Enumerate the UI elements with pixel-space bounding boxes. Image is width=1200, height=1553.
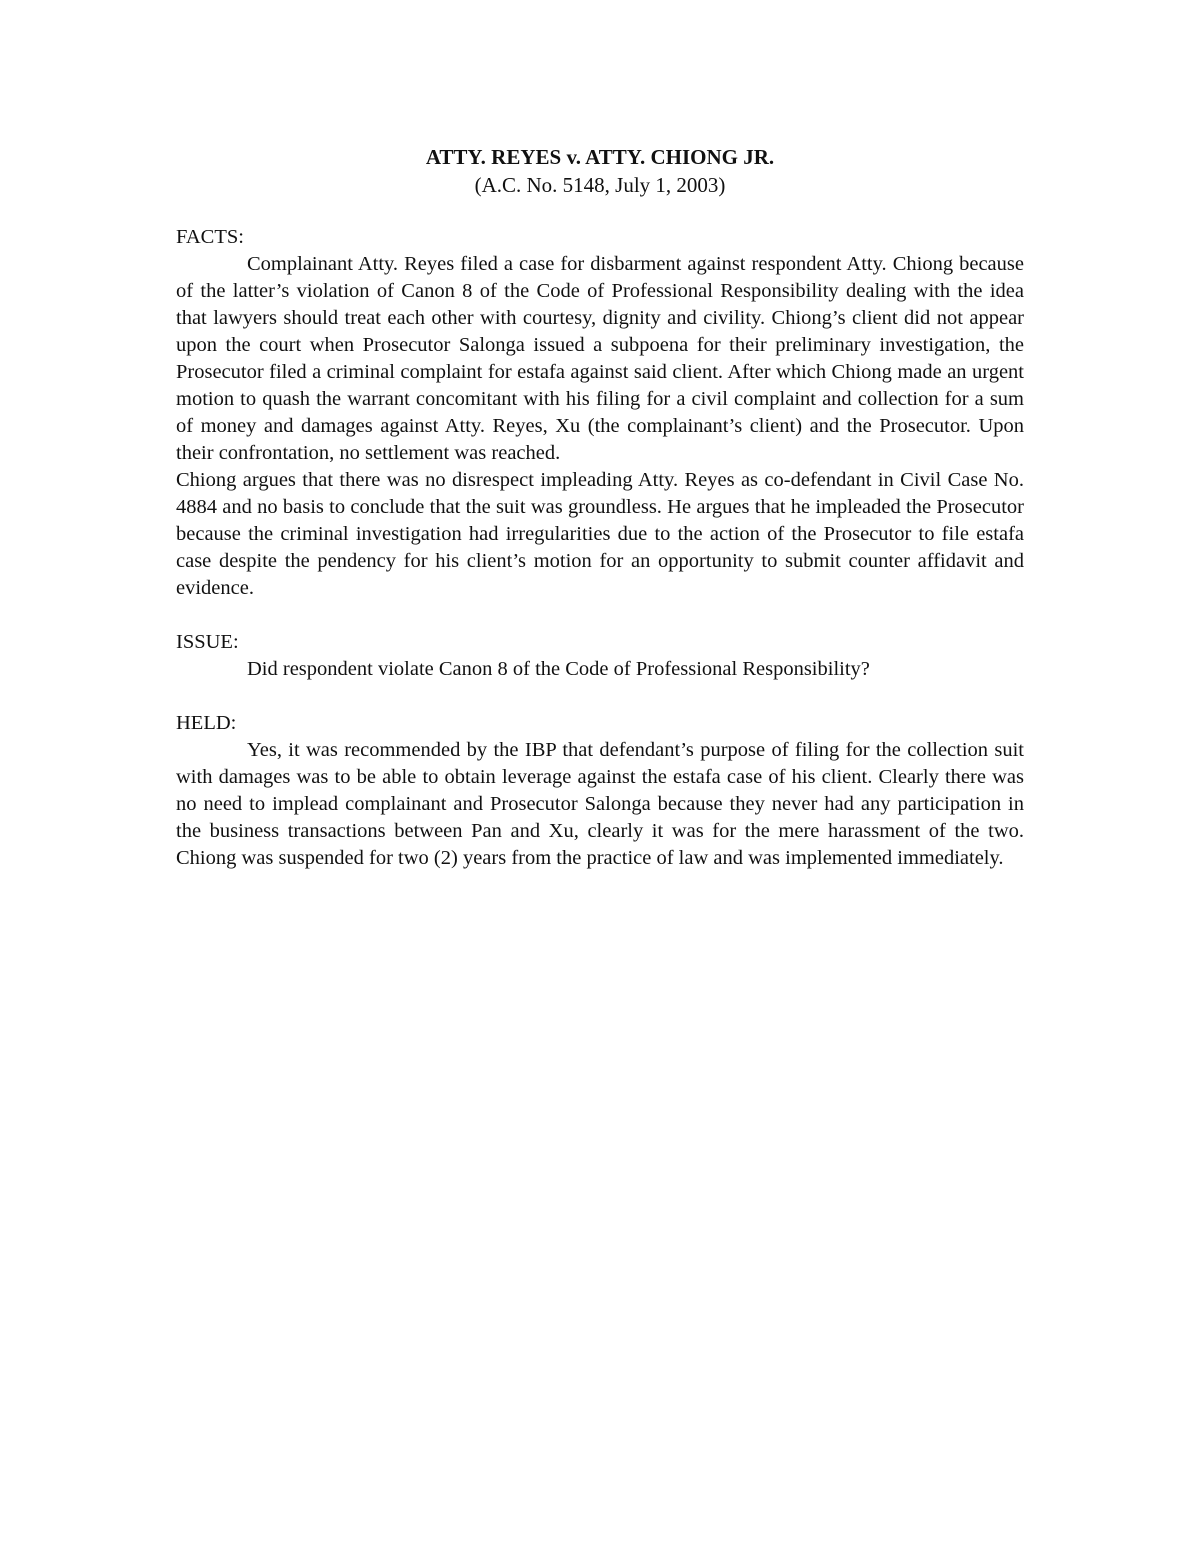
spacer <box>176 602 1024 629</box>
spacer <box>176 683 1024 710</box>
case-title: ATTY. REYES v. ATTY. CHIONG JR. <box>425 145 775 169</box>
spacer <box>176 199 1024 224</box>
facts-paragraph-1: Complainant Atty. Reyes filed a case for disbarment against respondent Atty. Chiong because of the latter’s violation of Canon 8 of the Code of Professional Responsibility dealing with the idea that lawyers should treat each other with courtesy, dignity and civility. Chiong’s client did not appear upon the court when Prosecutor Salonga issued a subpoena for their preliminary investigation, the Prosecutor filed a criminal complaint for estafa against said client. After which Chiong made an urgent motion to quash the warrant concomitant with his filing for a civil complaint and collection for a sum of money and damages against Atty. Reyes, Xu (the complainant’s client) and the Prosecutor. Upon their confrontation, no settlement was reached. <box>176 253 1024 464</box>
held-heading: HELD: <box>176 712 237 734</box>
held-text: Yes, it was recommended by the IBP that defendant’s purpose of filing for the collection suit with damages was to be able to obtain leverage against the estafa case of his client. Clearly there was no need to implead complainant and Prosecutor Salonga because they never had any participation in the business transactions between Pan and Xu, clearly it was for the mere harassment of the two. Chiong was suspended for two (2) years from the practice of law and was implemented immediately. <box>176 739 1024 869</box>
document-page <box>176 143 1024 872</box>
facts-heading: FACTS: <box>176 226 244 248</box>
case-citation: (A.C. No. 5148, July 1, 2003) <box>474 173 726 197</box>
facts-paragraph-2: Chiong argues that there was no disrespect impleading Atty. Reyes as co-defendant in Civil Case No. 4884 and no basis to conclude that the suit was groundless. He argues that he impleaded the Prosecutor because the criminal investigation had irregularities due to the action of the Prosecutor to file estafa case despite the pendency for his client’s motion for an opportunity to submit counter affidavit and evidence. <box>176 469 1024 599</box>
issue-text: Did respondent violate Canon 8 of the Code of Professional Responsibility? <box>247 658 870 680</box>
issue-heading: ISSUE: <box>176 631 239 653</box>
